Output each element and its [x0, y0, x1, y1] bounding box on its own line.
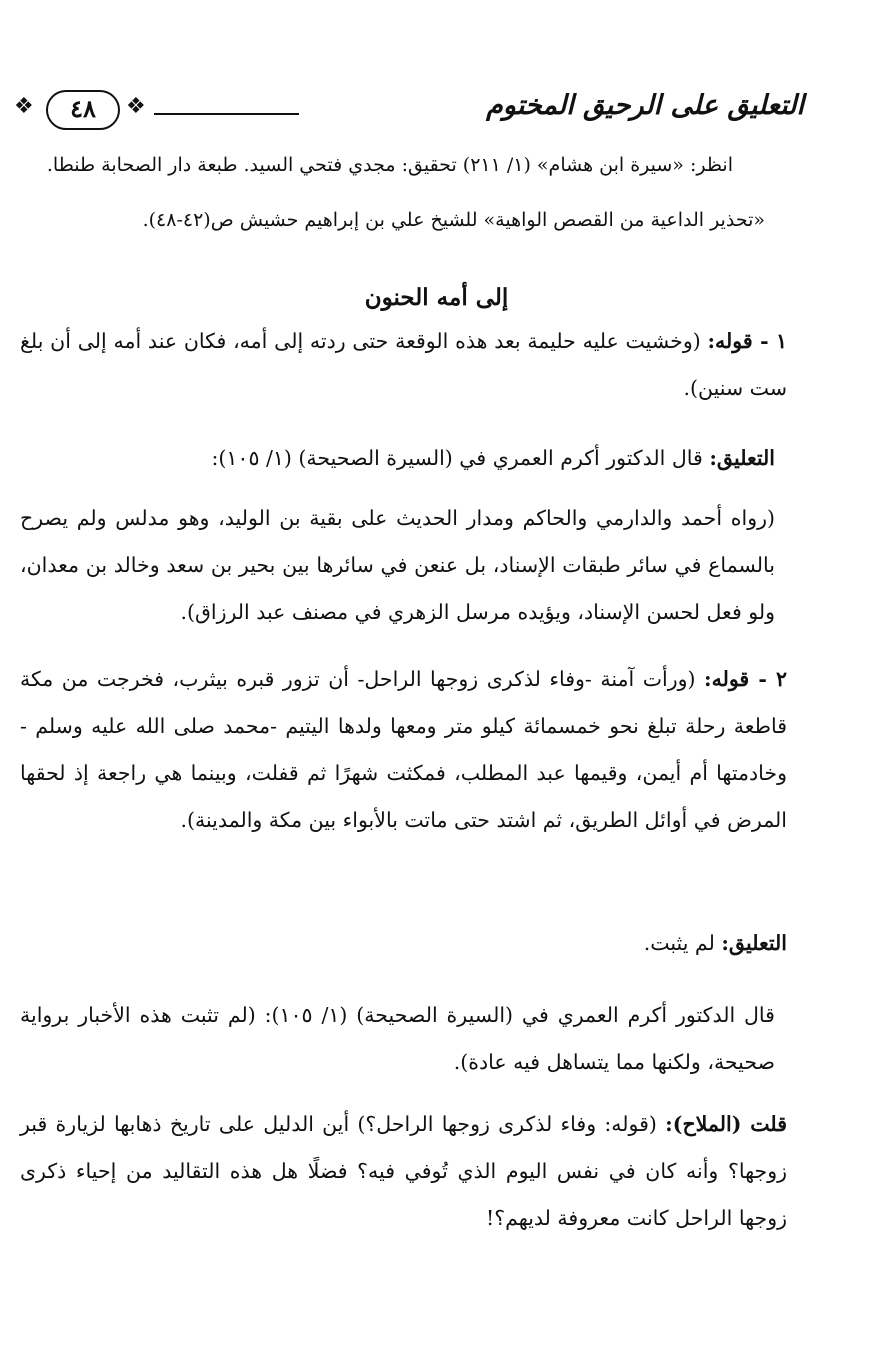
paragraph-text: (قوله: وفاء لذكرى زوجها الراحل؟) أين الدليل على تاريخ ذهابها لزيارة قبر زوجها؟ وأنه كان في نفس اليوم الذي تُوفي فيه؟ فضلًا هل هذه التقاليد من إحياء ذكرى زوجها الراحل كانت معروفة لديهم؟!	[20, 1112, 787, 1230]
ornament-icon: ❖	[14, 94, 34, 119]
paragraph-text: قال الدكتور أكرم العمري في (السيرة الصحيحة) (١/ ١٠٥): (لم تثبت هذه الأخبار برواية صحيحة، ولكنها مما يتساهل فيه عادة).	[20, 1003, 775, 1074]
paragraph	[20, 318, 787, 412]
page-number: ٤٨	[46, 90, 120, 130]
paragraph	[20, 992, 775, 1086]
paragraph	[20, 920, 787, 967]
paragraph-label: ١ - قوله:	[707, 329, 787, 353]
header-rule	[154, 113, 299, 115]
paragraph-label: التعليق:	[709, 446, 775, 470]
ornament-icon: ❖	[126, 94, 146, 119]
paragraph-text: (رواه أحمد والدارمي والحاكم ومدار الحديث على بقية بن الوليد، وهو مدلس ولم يصرح بالسماع في سائر طبقات الإسناد، بل عنعن في سائرها بين بحير بن سعد وخالد بن معدان، ولو فعل لحسن الإسناد، ويؤيده مرسل الزهري في مصنف عبد الرزاق).	[20, 506, 775, 624]
paragraph	[20, 656, 787, 844]
paragraph	[20, 435, 775, 482]
paragraph-label: قلت (الملاح):	[665, 1112, 787, 1136]
paragraph-text: قال الدكتور أكرم العمري في (السيرة الصحيحة) (١/ ١٠٥):	[211, 446, 710, 470]
footnote-line: «تحذير الداعية من القصص الواهية» للشيخ علي بن إبراهيم حشيش ص(٤٢-٤٨).	[142, 209, 765, 231]
paragraph-text: (وخشيت عليه حليمة بعد هذه الوقعة حتى ردته إلى أمه، فكان عند أمه إلى أن بلغ ست سنين).	[20, 329, 787, 400]
running-title: التعليق على الرحيق المختوم	[486, 90, 804, 121]
quotation-paragraph	[20, 495, 775, 636]
paragraph-label: التعليق:	[721, 931, 787, 955]
paragraph	[20, 1101, 787, 1242]
section-heading: إلى أمه الحنون	[364, 284, 509, 311]
paragraph-text: (ورأت آمنة -وفاء لذكرى زوجها الراحل- أن تزور قبره بيثرب، فخرجت من مكة قاطعة رحلة تبلغ نحو خمسمائة كيلو متر ومعها ولدها اليتيم -محمد صلى الله عليه وسلم - وخادمتها أم أيمن، وقيمها عبد المطلب، فمكثت شهرًا ثم قفلت، وبينما هي راجعة إذ لحقها المرض في أوائل الطريق، ثم اشتد حتى ماتت بالأبواء بين مكة والمدينة).	[20, 667, 787, 832]
paragraph-label: ٢ - قوله:	[704, 667, 787, 691]
footnote-line: انظر: «سيرة ابن هشام» (١/ ٢١١) تحقيق: مجدي فتحي السيد. طبعة دار الصحابة طنطا.	[46, 154, 733, 176]
paragraph-text: لم يثبت.	[643, 931, 722, 955]
page-header	[14, 88, 804, 148]
